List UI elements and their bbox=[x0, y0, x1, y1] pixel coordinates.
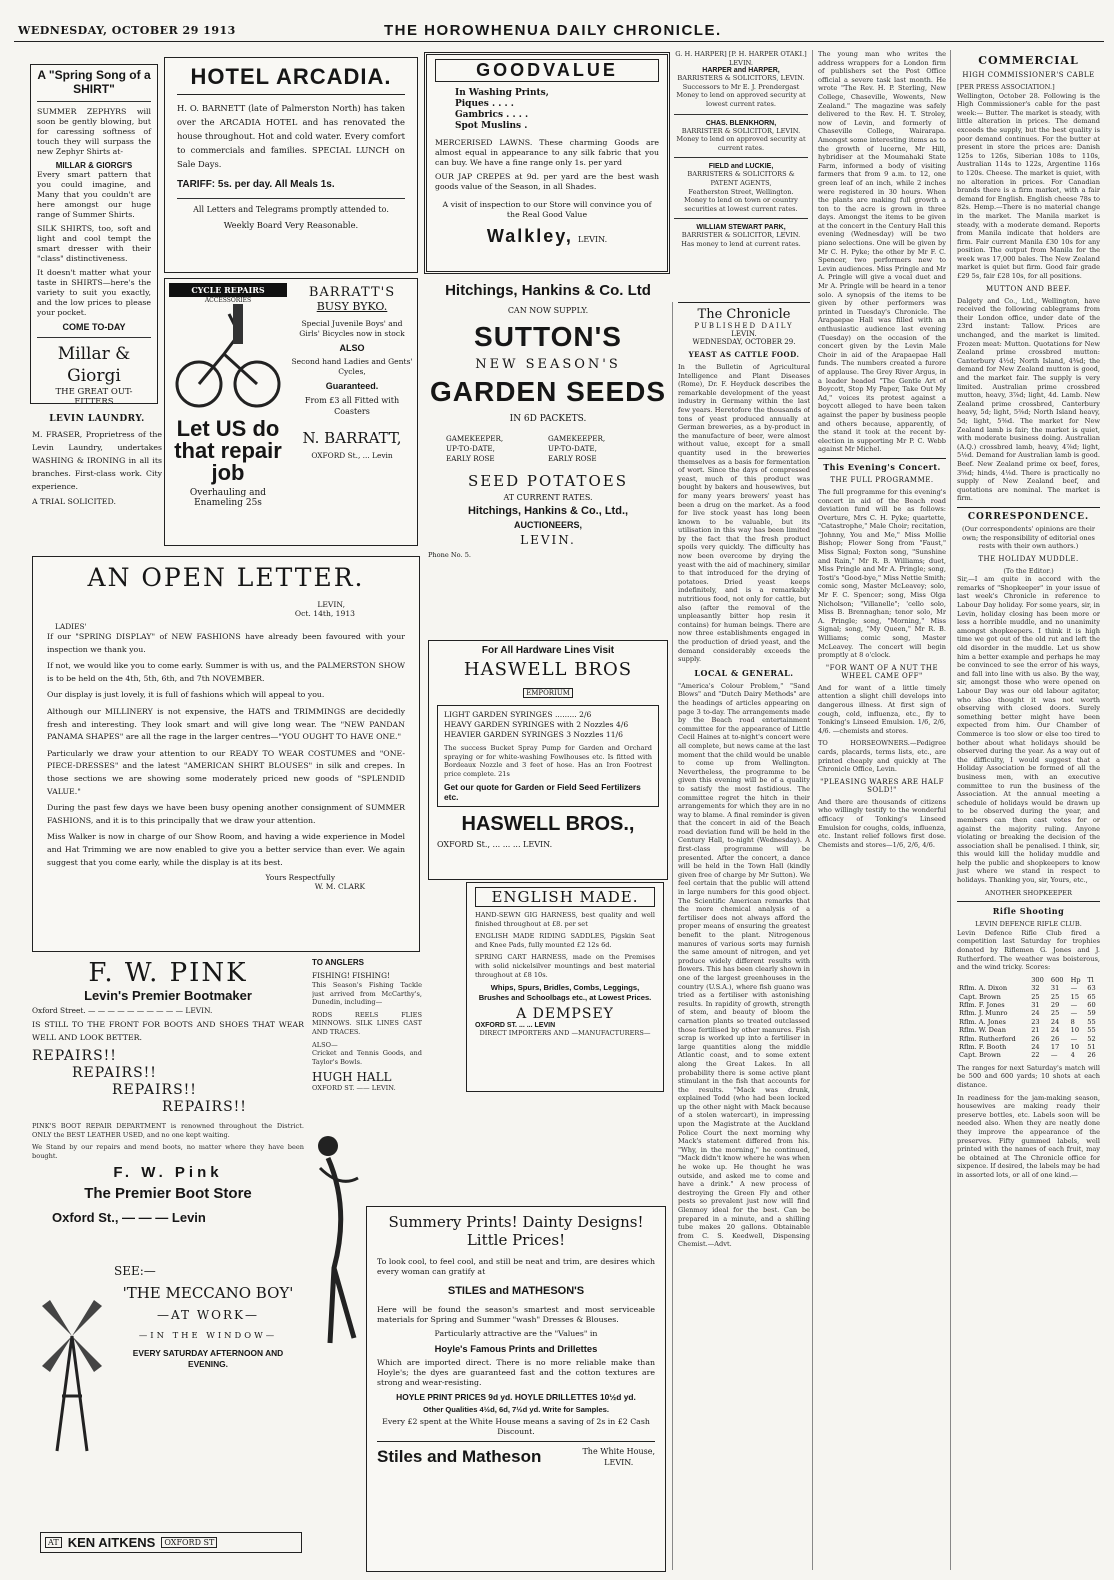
cyclist-icon bbox=[169, 304, 287, 414]
table-cell: 15 bbox=[1070, 992, 1080, 1001]
hitchings-title: Hitchings, Hankins & Co. Ltd bbox=[445, 282, 651, 299]
meccano-at-work: —AT WORK— bbox=[157, 1308, 259, 1322]
park-money: Has money to lend at current rates. bbox=[681, 239, 801, 248]
anglers-cricket: Cricket and Tennis Goods, and Taylor's Bowls. bbox=[312, 1049, 422, 1066]
open-letter-ad bbox=[32, 556, 420, 952]
hitchings-supply: CAN NOW SUPPLY. bbox=[507, 306, 589, 315]
hotel-arcadia-letters: All Letters and Telegrams promptly attended to. bbox=[193, 205, 389, 214]
good-value-item: Spot Muslins . bbox=[455, 121, 528, 131]
accessories-sign: ACCESSORIES bbox=[204, 297, 252, 304]
hoyle-prints: Hoyle's Famous Prints and Drillettes bbox=[434, 1343, 598, 1354]
meccano-at: AT bbox=[45, 1537, 62, 1548]
table-cell: 63 bbox=[1087, 984, 1096, 993]
table-row bbox=[957, 1026, 1100, 1034]
ken-aitkens: KEN AITKENS bbox=[67, 1535, 156, 1550]
table-cell: 24 bbox=[1031, 1043, 1040, 1052]
meccano-see: SEE:— bbox=[114, 1264, 156, 1278]
table-row bbox=[957, 1051, 1100, 1059]
table-cell: 25 bbox=[1050, 1009, 1060, 1018]
harper-names: G. H. HARPER] [P. H. HARPER OTAKI.] LEVIN. bbox=[675, 50, 807, 67]
walkley-place: LEVIN. bbox=[578, 235, 608, 244]
english-made-whips: Whips, Spurs, Bridles, Combs, Leggings, Brushes and Schoolbags etc., at Lowest Prices. bbox=[478, 983, 652, 1002]
white-house: The White House, bbox=[582, 1447, 655, 1456]
solicitors-column bbox=[674, 50, 808, 298]
table-row bbox=[957, 984, 1100, 992]
repairs-banner bbox=[32, 1048, 304, 1116]
programme-text: The full programme for this evening's concert in aid of the Beach road deviation fund will be as follows: Overture, Mrs C. H. Pyke; quartette, "Catastrophe," Male Choir; recitation, "Johnny, You and Me," Miss Mollie Bishop; Flower Song from "Faust," Miss Signal; Foxton song, "Sunshine and Rain," Mr R. B. Williams; duet, Miss Pringle and Mr A. Pringle; song, Tosti's "Good-bye," Miss Nettie Smith; comic song, Master McLeavey; solo, Mr F. C. Spencer; song, Miss Olga Nicholson; "Villanelle"; 'cello solo, Miss B. Brennaghan; tenor solo, Mr A. Pringle; song, "Morning," Miss Signal; song, "My Queen," Mr R. B. Williams; comic song, Master McLeavey. The concert will begin promptly at 8 o'clock. bbox=[818, 487, 946, 660]
letter-place: LEVIN, bbox=[317, 600, 345, 609]
repairs-line: REPAIRS!! bbox=[112, 1082, 197, 1098]
barratt-title: BARRATT'S bbox=[308, 285, 396, 300]
table-cell: Rflm. J. Munro bbox=[959, 1009, 1008, 1018]
barratt-from: From £3 all Fitted with Coasters bbox=[304, 396, 400, 416]
table-cell: Rflm. F. Jones bbox=[959, 1001, 1005, 1010]
pink-title: F. W. PINK bbox=[88, 958, 248, 988]
stiles-firm: STILES and MATHESON'S bbox=[447, 1285, 585, 1297]
table-cell: 55 bbox=[1087, 1017, 1096, 1026]
hitchings-ad bbox=[428, 282, 668, 642]
barratt-name: N. BARRATT, bbox=[302, 429, 402, 447]
table-cell: 24 bbox=[1050, 1017, 1060, 1026]
press-association: [PER PRESS ASSOCIATION.] bbox=[957, 83, 1055, 91]
table-cell: 24 bbox=[1050, 1026, 1060, 1035]
table-cell: 55 bbox=[1087, 1026, 1096, 1035]
pink-store: The Premier Boot Store bbox=[84, 1185, 252, 1203]
pink-subtitle: Levin's Premier Bootmaker bbox=[84, 988, 252, 1003]
laundry-text: M. FRASER, Proprietress of the Levin Laundry, undertakes WASHING & IRONING in all its branches. First-class work. City experience. bbox=[32, 430, 162, 491]
haswell-ad bbox=[428, 640, 668, 880]
table-cell: 59 bbox=[1087, 1009, 1096, 1018]
potato-variety: EARLY ROSE bbox=[446, 454, 495, 463]
pink-stand: We Stand by our repairs and mend boots, no matter where they have been bought. bbox=[32, 1143, 304, 1160]
pink-address: Oxford Street. — — — — — — — — — — LEVIN. bbox=[32, 1006, 213, 1015]
haswell-top: For All Hardware Lines Visit bbox=[481, 645, 615, 656]
cycle-repairs-sign: CYCLE REPAIRS bbox=[169, 283, 287, 297]
rifle-ranges: The ranges for next Saturday's match will be 500 and 600 yards; 10 shots at each distance. bbox=[957, 1063, 1100, 1090]
anglers-fishing: FISHING! FISHING! bbox=[312, 971, 390, 980]
hotel-arcadia-tariff: TARIFF: 5s. per day. All Meals 1s. bbox=[177, 179, 335, 190]
auctioneers: AUCTIONEERS, bbox=[513, 520, 582, 530]
table-cell: 8 bbox=[1070, 1017, 1075, 1026]
good-value-item: Gambrics . . . . bbox=[455, 110, 529, 120]
stiles-text: Particularly attractive are the "Values" in bbox=[434, 1329, 598, 1338]
local-general-heading: LOCAL & GENERAL. bbox=[694, 667, 794, 678]
chronicle-date: WEDNESDAY, OCTOBER 29. bbox=[692, 338, 796, 346]
harper-successors: Successors to Mr E. J. Prendergast bbox=[682, 82, 800, 91]
table-cell: 4 bbox=[1070, 1051, 1075, 1060]
potato-variety: UP-TO-DATE, bbox=[548, 444, 597, 453]
pink-bootmaker-ad bbox=[32, 958, 304, 1248]
english-made-cart: SPRING CART HARNESS, made on the Premises with solid nickelsilver mountings and best material throughout at £8 10s. bbox=[475, 953, 655, 979]
stiles-matheson-ad bbox=[366, 1206, 666, 1572]
commercial-text: Wellington, October 28. Following is the High Commissioner's cable for the past week:— Butter. The market is steady, with little alteration in prices. The demand exceeds the supply, but the best quality is poor demand continues. For the butter at present in store the prices are: Danish 125s to 126s, Siberian 108s to 110s, Australian 114s to 122s, Argentine 116s to 120s. Cheese. The market is quiet, with no alteration in prices. For Canadian brands there is a firm market, with a fair demand for English. English cheese 78s to 82s. Hemp.—There is no material change in the market. The Manila market is steady, with a moderate demand. Reports from Manila indicate that holders are firm. Fair current Manila £30 10s for any position. The output from Manila for the week was 17,000 bales. The New Zealand market is quiet but firm. Good fair grade £29 5s, fair £28 10s, for all positions. bbox=[957, 91, 1100, 281]
meccano-ad bbox=[32, 1262, 304, 1570]
good-value-title: GOODVALUE bbox=[435, 59, 659, 82]
shirt-ad-store: MILLAR & GIORGI'S bbox=[55, 161, 133, 170]
table-cell: Rflm. F. Booth bbox=[959, 1043, 1007, 1052]
shirt-ad-text: SUMMER ZEPHYRS will soon be gently blowing, but for caressing softness of touch they will surpass the new Zephyr Shirts at- bbox=[37, 107, 151, 156]
table-cell: Rflm. A. Dixon bbox=[959, 984, 1008, 993]
pink-name-2: F. W. Pink bbox=[113, 1164, 223, 1182]
to-editor: (To the Editor.) bbox=[1003, 566, 1054, 575]
wares-text: And there are thousands of citizens who willingly testify to the wonderful efficacy of Tonking's Linseed Emulsion for coughs, colds, influenza, etc. Instant relief follows first dose. Chemists and stores—1/6, 2/6, 4/6. bbox=[818, 797, 946, 849]
commercial-title: COMMERCIAL bbox=[978, 54, 1079, 67]
barratt-guaranteed: Guaranteed. bbox=[325, 381, 379, 391]
suttons-title: SUTTON'S bbox=[474, 321, 622, 352]
correspondence-note: (Our correspondents' opinions are their own; the responsibility of editorial ones rests with their own authors.) bbox=[962, 524, 1095, 551]
table-cell: 26 bbox=[1087, 1051, 1096, 1060]
haswell-address: OXFORD St., ... ... ... LEVIN. bbox=[437, 840, 553, 850]
spray-pump: The success Bucket Spray Pump for Garden and Orchard spraying or for white-washing Fowlhouses etc. Is fitted with Bordeaux Nozzle and 3 feet of hose. Has an Iron Footrest price complete. 21s bbox=[444, 744, 652, 778]
table-cell: 23 bbox=[1031, 1017, 1040, 1026]
letter-paragraph: Although our MILLINERY is not expensive, the HATS and TRIMMINGS are decidedly fresh and interesting. They look smart and will give long wear. The "NEW PANDAN PANAMA SHAPES" are all the rage in the larger centres—"YOU OUGHT TO HAVE ONE." bbox=[47, 706, 405, 742]
haswell-name-2: HASWELL BROS., bbox=[461, 813, 635, 836]
letter-signature: W. M. CLARK bbox=[314, 882, 365, 892]
column-header: Tl bbox=[1087, 975, 1094, 984]
repairs-line: REPAIRS!! bbox=[162, 1099, 247, 1115]
programme-heading: THE FULL PROGRAMME. bbox=[830, 475, 934, 484]
table-cell: 60 bbox=[1087, 1001, 1096, 1010]
field-luckie-name: FIELD and LUCKIE, bbox=[708, 163, 774, 171]
barratt-slogan: Let US do that repair job bbox=[174, 416, 282, 485]
shirt-ad-tagline: THE GREAT OUT- bbox=[55, 387, 133, 397]
table-cell: — bbox=[1070, 1009, 1078, 1018]
dempsey-address: OXFORD ST. ... ... LEVIN bbox=[475, 1022, 556, 1030]
table-cell: 26 bbox=[1050, 1034, 1060, 1043]
harper-money: Money to lend on approved security at lowest current rates. bbox=[676, 91, 806, 108]
local-general-article: "America's Colour Problem," "Sand Blows" and "Dutch Dairy Methods" are the headings of articles appearing on page 3 to-day. The arrangements made by the Beach road entertainment committee for the appearance of Little Cecil Haines at to-night's concert were all complete, but news came at the last moment that the child would be unable to come up from Wellington. Nevertheless, the programme to be given this evening will be of a quality to satisfy the most fastidious. The committee regret the hitch in their arrangements for which they are in no way to blame. A final reminder is given that the concert in aid of the Beach road deviation fund will be held in the Century Hall, to-night (Wednesday). A first-class programme will be presented. After the concert, a dance will be held in the Town Hall (kindly given free of charge by Mr Sutton). We feel certain that the public will attend in large numbers for this good object. The Scientific American remarks that the more chemical analysis of a fertiliser does not always afford the proper means of ensuring the greatest benefit to the plant. Nitrogenous manures of various sorts may furnish the same amount of nitrogen, and yet produce widely different results with flowers. This has been clearly shown in one of the largest greenhouses in the country (U.S.A.), where fish guano was tried as a fertiliser with astonishing results. In rapidity of growth, strength of stem, and beauty of bloom the carnation plants so treated outclassed those fertilised by other manures. Fish scrap is worked up into a fertiliser in large quantities along the middle Atlantic coast, and to some extent along the Great Lakes. In all probability there is some active plant stimulant in the fish that accounts for the results. "Mack was drunk, explained Todd (who had been locked up the other night with Mack because of a stolen watercart), in impressing upon the Magistrate at the Auckland Police Court the next morning why Mack's statement differed from his. "Why, in the morning," he continued, "Mack didn't know where he was when he woke up. He thought he was outside, and asked me to come and have a drink." A new process of destroying the Green Fly and other pests so prevalent just now will find Glenmoy ideal for the best. Can be prepared in a minute, and a shilling tube makes 20 gallons. Obtainable from C. S. Keedwell, Dispensing Chemist.—Advt. bbox=[678, 681, 810, 1249]
hoyle-prices: HOYLE PRINT PRICES 9d yd. HOYLE DRILLETTES 10½d yd. bbox=[396, 1392, 636, 1402]
rifle-text: Levin Defence Rifle Club fired a competition last Saturday for trophies donated by Riflemen G. Jones and J. Rutherford. The weather was boisterous, and the wind tricky. Scores: bbox=[957, 928, 1100, 972]
barratt-also: ALSO bbox=[339, 343, 365, 353]
table-cell: 31 bbox=[1050, 984, 1060, 993]
muddle-heading: THE HOLIDAY MUDDLE. bbox=[978, 554, 1079, 563]
current-rates: AT CURRENT RATES. bbox=[503, 493, 593, 502]
anglers-ad bbox=[312, 958, 422, 1124]
mutton-heading: MUTTON AND BEEF. bbox=[986, 284, 1071, 293]
table-header bbox=[957, 976, 1100, 984]
chronicle-place: LEVIN. bbox=[731, 330, 757, 338]
letter-text: Sir,—I am quite in accord with the remarks of "Shopkeeper" in your issue of last week's Chronicle in reference to Labour Day holiday. For some years, sir, in Levin, holiday closing has been more or less a horrible muddle, and no unanimity amongst shopkeepers. I think it is high time we got out of the old rut and left the old disorder in the muddle. Let us show him a better example and perhaps he may be convinced to see the error of his ways, and fall into line with us also. By the way, sir, amongst those who were opened on Labour Day was our old labour agitator, who also thought it was not worth observing with closed doors. Surely something better might have been expected from him. Our Chamber of Commerce is too slow or else too tired to bother about what holidays should be observed during the year. As a way out of the difficulty, I would suggest that a Holiday Association be formed of all the business men, with an executive committee to run the business of the Association. At the annual meeting a schedule of holidays would be drawn up to be observed during the year, and members can then cast votes for or against the majority ruling. Anyone violating or breaking the decision of the association shall be penalised. I think, sir, this would kill the holiday muddle and help the public and shopkeepers to know just where we stand in respect to holidays. Thanking you, sir, Yours, etc., bbox=[957, 575, 1100, 885]
meccano-schedule: EVERY SATURDAY AFTERNOON AND EVENING. bbox=[132, 1348, 284, 1369]
stiles-levin: LEVIN. bbox=[604, 1458, 634, 1467]
horseowners-notice: TO HORSEOWNERS.—Pedigree cards, placards, terms lists, etc., are printed cheaply and quickly at The Chronicle Office, Levin. bbox=[818, 739, 946, 774]
good-value-crepes: OUR JAP CREPES at 9d. per yard are the best wash goods value of the Season, in all Shades. bbox=[435, 172, 659, 191]
shirt-ad-text: It doesn't matter what your taste in SHIRTS—here's the variety to suit you exactly, and the low prices to please your pocket. bbox=[37, 268, 151, 317]
table-row bbox=[957, 1043, 1100, 1051]
laundry-title: LEVIN LAUNDRY. bbox=[49, 414, 145, 424]
letter-salutation: LADIES' bbox=[55, 622, 87, 631]
correspondence-heading: CORRESPONDENCE. bbox=[957, 507, 1100, 522]
pink-text: IS STILL TO THE FRONT FOR BOOTS AND SHOES THAT WEAR WELL AND LOOK BETTER. bbox=[32, 1020, 304, 1042]
barratt-busy-byko: BUSY BYKO. bbox=[316, 300, 388, 313]
table-cell: Capt. Brown bbox=[959, 1051, 1001, 1060]
hotel-arcadia-body: H. O. BARNETT (late of Palmerston North) has taken over the ARCADIA HOTEL and has renovated the house throughout. Hot and cold water. Every comfort to commercials and families. SPECIAL LUNCH on Sale Days. bbox=[177, 103, 405, 169]
table-cell: 25 bbox=[1050, 992, 1060, 1001]
stiles-text: Here will be found the season's smartest and most serviceable materials for Spring and Summer "wash" Dresses & Blouses. bbox=[377, 1305, 655, 1324]
barratt-cycle-ad bbox=[164, 278, 418, 546]
shirt-ad-text: Every smart pattern that you could imagine, and Many that you couldn't are here amongst our huge range of Summer Shirts. bbox=[37, 170, 151, 219]
chronicle-title: The Chronicle bbox=[678, 302, 810, 322]
table-cell: 21 bbox=[1031, 1026, 1040, 1035]
letter-paragraph: If our "SPRING DISPLAY" of NEW FASHIONS have already been favoured with your inspection we thank you. bbox=[47, 632, 405, 654]
table-cell: 25 bbox=[1031, 992, 1040, 1001]
barratt-second: Second hand Ladies and Gents' Cycles, bbox=[291, 357, 413, 376]
cash-discount: Every £2 spent at the White House means a saving of 2s in £2 Cash Discount. bbox=[382, 1417, 650, 1436]
meccano-window: —IN THE WINDOW— bbox=[138, 1330, 278, 1340]
table-cell: — bbox=[1070, 1034, 1078, 1043]
good-value-item: In Washing Prints, bbox=[455, 88, 549, 98]
field-luckie-address: Featherston Street, Wellington. bbox=[688, 187, 794, 196]
anglers-address: OXFORD ST. —— LEVIN. bbox=[312, 1084, 396, 1093]
hotel-arcadia-title: HOTEL ARCADIA. bbox=[177, 64, 405, 95]
stiles-text: To look cool, to feel cool, and still be neat and trim, are desires which every woman can gratify at bbox=[377, 1257, 655, 1276]
park-name: WILLIAM STEWART PARK, bbox=[696, 224, 786, 232]
table-row bbox=[957, 1009, 1100, 1017]
syringe-price: LIGHT GARDEN SYRINGES ......... 2/6 bbox=[444, 710, 592, 719]
letter-paragraph: If not, we would like you to come early. Summer is with us, and the PALMERSTON SHOW is to be held on the 4th, 5th, 6th, and 7th NOVEMBER. bbox=[47, 661, 405, 683]
nut-text: And for want of a little timely attention a slight chill develops into dangerous illness. At first sign of cough, cold, influenza, etc., fly to Tonking's Linseed Emulsion. 1/6, 2/6, 4/6. —chemists and stores. bbox=[818, 683, 946, 735]
letter-date: Oct. 14th, 1913 bbox=[294, 609, 355, 618]
new-seasons: NEW SEASON'S bbox=[475, 357, 621, 372]
hotel-arcadia-board: Weekly Board Very Reasonable. bbox=[223, 220, 359, 230]
pink-repair-dept: PINK'S BOOT REPAIR DEPARTMENT is renowned throughout the District. ONLY the BEST LEATHER USED, and no one kept waiting. bbox=[32, 1122, 304, 1139]
yeast-heading: YEAST AS CATTLE FOOD. bbox=[688, 350, 800, 359]
stiles-title: Summery Prints! Dainty Designs! bbox=[388, 1213, 644, 1231]
wares-heading: "PLEASING WARES ARE HALF SOLD!" bbox=[820, 777, 944, 794]
yeast-article: In the Bulletin of Agricultural Intelligence and Plant Diseases (Rome), Dr. F. Heyduck describes the remarkable development of the yeast industry in Germany within the last few years. Heretofore the thousands of tons of yeast produced annually at German breweries, as a by-product in the manufacture of beer, were almost without value, except for a small quantity used in the breweries themselves as a basis for fermentation of wort. Since the days of compressed yeast, much of this product was bought by bakers and housewives, but for many years brewers' yeast has been a drug on the market. As a food for live stock yeast has long been known to be valuable, but its utilisation in this way has been limited by the fact that the fresh product spoils very quickly. The difficulty has now been overcome by drying the yeast with the aid of machinery, similar to that introduced for the drying of potatoes. Dried yeast keeps indefinitely, and is a remarkably nutritious food, not only for cattle, but also (after the removal of the unpleasantly bitter hop resin it contains) for human beings. There are now three establishments engaged in the production of dried yeast, and the demand considerably exceeds the supply. bbox=[678, 363, 810, 664]
barratt-special: Special Juvenile Boys' and Girls' Bicycles now in stock bbox=[299, 319, 405, 338]
table-cell: — bbox=[1050, 1051, 1058, 1060]
shirt-ad-tagline: FITTERS bbox=[74, 397, 114, 404]
table-cell: 26 bbox=[1031, 1034, 1040, 1043]
news-article: The young man who writes the address wrappers for a London firm of publishers set the Post Office official a severe task last month. He wrote "The Rev. H. P. Sterling, New College, Chaseville, Wowents, New Zealand." The magazine was safely delivered to the Rev. H. T. Stroley, now of Levin, and formerly of Chaseville College, Wairarapa. Amongst some interesting items as to the growth of lucerne, Mr Hill, hybridiser at the Moumahaki State Farm, informed a body of visiting farmers that from 9 a.m. to 12, one green leaf of an inch, while 2 inches were registered in 30 hours. When the plants are making full growth a ton to the acre is grown in three days. Amongst the items to be given at the concert in the Century Hall this evening (Wednesday) will be two piano selections. One will be given by Mr C. H. Pyke; the other by Mr F. C. Spencer, two performers new to Levin audiences. Miss Pringle and Mr A. Pringle will give a vocal duet and Mr A. Pringle will be heard in a tenor solo. A synopsis of the items to be given by other performers was printed in Tuesday's Chronicle. The Arapaepae Hall was filled with an enthusiastic audience last evening (Tuesday) on the occasion of the concert given by the Levin Male Choir in aid of the Arapaepae Hall funds. The numbers created a furore of applause. The Grey River Argus, in a leader headed "The Gentle Art of Boycott, Stop My Paper, Take Out My Ad," voices its protest against a boycott alleged to have been taken against the paper by business people and others because, apparently, of the stand it took at the recent by-election in supporting Mr P. C. Webb against Mr Michel. bbox=[818, 50, 946, 454]
potato-variety: EARLY ROSE bbox=[548, 454, 597, 463]
hugh-hall: HUGH HALL bbox=[312, 1070, 392, 1085]
table-cell: Rflm. W. Dean bbox=[959, 1026, 1006, 1035]
table-cell: 24 bbox=[1031, 1009, 1040, 1018]
table-cell: 10 bbox=[1070, 1026, 1080, 1035]
stiles-text: Which are imported direct. There is no more reliable make than Hoyle's; the dyes are guaranteed fast and the cotton textures are strong and wear-resisting. bbox=[377, 1358, 655, 1387]
table-cell: 29 bbox=[1050, 1001, 1060, 1010]
barratt-text bbox=[291, 285, 413, 541]
column-header bbox=[957, 976, 1029, 984]
harper-firm: HARPER and HARPER, bbox=[702, 67, 780, 75]
laundry-notice bbox=[32, 410, 162, 560]
potato-variety: GAMEKEEPER, bbox=[548, 434, 606, 443]
shirt-ad-cta: COME TO-DAY bbox=[62, 322, 126, 332]
table-row bbox=[957, 1018, 1100, 1026]
meccano-street: OXFORD ST bbox=[161, 1537, 217, 1548]
good-value-visit: A visit of inspection to our Store will convince you of the Real Good Value bbox=[442, 200, 652, 219]
lady-illustration bbox=[310, 1128, 364, 1348]
table-cell: 22 bbox=[1031, 1051, 1040, 1060]
anglers-text: This Season's Fishing Tackle just arrived from McCarthy's, Dunedin, including— bbox=[312, 981, 422, 1007]
anglers-also: ALSO— bbox=[312, 1040, 338, 1049]
hitchings-firm: Hitchings, Hankins & Co., Ltd., bbox=[467, 505, 629, 517]
blenkhorn-money: Money to lend on approved security at current rates. bbox=[676, 135, 806, 152]
shirt-ad-title: A "Spring Song of a SHIRT" bbox=[37, 68, 151, 96]
rifle-scores-table bbox=[957, 976, 1100, 1060]
field-luckie-money: Money to lend on town or country securities at lowest current rates. bbox=[684, 196, 798, 213]
newspaper-title: THE HOROWHENUA DAILY CHRONICLE. bbox=[384, 22, 722, 39]
table-cell: 32 bbox=[1031, 984, 1040, 993]
table-cell: 65 bbox=[1087, 992, 1096, 1001]
repairs-line: REPAIRS!! bbox=[32, 1048, 117, 1064]
hotel-arcadia-ad bbox=[164, 57, 418, 273]
rifle-club: LEVIN DEFENCE RIFLE CLUB. bbox=[975, 920, 1082, 929]
letter-signature: ANOTHER SHOPKEEPER bbox=[985, 888, 1072, 897]
barratt-overhauling: Overhauling and Enameling 25s bbox=[189, 488, 267, 508]
shirt-ad bbox=[30, 64, 158, 404]
jam-labels-notice: In readiness for the jam-making season, housewives are making ready their preserve bottles, etc. Labels soon will be needed also. When they are neatly done they improve the appearance of the preserves. Fifty gummed labels, well printed with the names of each fruit, may be obtained at The Chronicle office for sixpence. If desired, the labels may be had in assorted lots, or all of one kind.— bbox=[957, 1093, 1100, 1179]
table-cell: 51 bbox=[1087, 1043, 1096, 1052]
letter-paragraph: Miss Walker is now in charge of our Show Room, and having a wide experience in Model and Hat Trimming we are now enabled to give you a better service than ever. We again suggest that you come early, while the display is at its best. bbox=[47, 832, 405, 867]
meccano-title: 'THE MECCANO BOY' bbox=[122, 1284, 294, 1302]
table-cell: 17 bbox=[1050, 1043, 1060, 1052]
letter-paragraph: During the past few days we have been busy opening another consignment of SUMMER FASHIONS, and it is to this principally that we draw your attention. bbox=[47, 803, 405, 825]
shirt-ad-text: SILK SHIRTS, too, soft and light and cool tempt the smart dresser with their "class" distinctiveness. bbox=[37, 224, 151, 263]
garden-seeds: GARDEN SEEDS bbox=[429, 376, 667, 407]
seed-potatoes: SEED POTATOES bbox=[467, 472, 629, 490]
column-header: Hp bbox=[1070, 975, 1081, 984]
letter-paragraph: Our display is just lovely, it is full of fashions which will appeal to you. bbox=[47, 690, 325, 700]
stiles-title-2: Little Prices! bbox=[466, 1231, 566, 1249]
table-cell: 31 bbox=[1031, 1001, 1040, 1010]
anglers-items: RODS REELS FLIES MINNOWS. SILK LINES CAST AND TRACES. bbox=[312, 1010, 422, 1036]
column-header: 300 bbox=[1031, 975, 1044, 984]
table-cell: — bbox=[1070, 984, 1078, 993]
windmill-icon bbox=[32, 1276, 112, 1456]
commercial-column bbox=[950, 50, 1100, 1570]
walkley-signature: Walkley, bbox=[486, 226, 573, 246]
table-cell: 52 bbox=[1087, 1034, 1096, 1043]
english-made-gig: HAND-SEWN GIG HARNESS, best quality and well finished throughout at £8. per set bbox=[475, 911, 655, 928]
haswell-name: HASWELL BROS bbox=[463, 659, 633, 680]
mutton-text: Dalgety and Co., Ltd., Wellington, have received the following cablegrams from their London office, under date of the 23rd instant: Tallow. Prices are unchanged, and the market is limited. Frozen meat: Mutton. Quotations for New Zealand prime crossbred mutton: Canterbury 4½d; North Island, 4⅜d; the demand for New Zealand mutton is good, and the market fair. The supply is very limited. Australian prime crossbred mutton, heavy, 3⅞d; light, 4d. Lamb. New Zealand prime crossbred, Canterbury heavy, 5d; light, 5⅜d; North Island heavy, 5d; light, 5⅜d. The market for New Zealand lamb is fair; the market is quiet, with moderate business doing. Australian (A.Q.) crossbred lamb, heavy, 4⅞d; light, 5⅛d. Demand for Australian lamb is good. Beef. New Zealand prime ox beef, fores, 3⅝d; hinds, 4⅛d. There is practically no supply of New Zealand beef, and quotations are nominal. The market is firm. bbox=[957, 296, 1100, 503]
table-cell: Capt. Brown bbox=[959, 992, 1001, 1001]
cable-heading: HIGH COMMISSIONER'S CABLE bbox=[962, 71, 1095, 79]
table-cell: 10 bbox=[1070, 1043, 1080, 1052]
chronicle-published: PUBLISHED DAILY bbox=[694, 322, 794, 330]
blenkhorn-title: BARRISTER & SOLICITOR, LEVIN. bbox=[681, 126, 801, 135]
anglers-title: TO ANGLERS bbox=[312, 958, 365, 967]
dempsey-name: A DEMPSEY bbox=[516, 1006, 614, 1023]
barratt-illustration bbox=[169, 283, 287, 541]
haswell-quote: Get our quote for Garden or Field Seed Fertilizers etc. bbox=[444, 782, 641, 803]
field-luckie-title: BARRISTERS & SOLICITORS & PATENT AGENTS, bbox=[687, 170, 795, 187]
letter-closing: Yours Respectfully bbox=[265, 873, 335, 883]
table-cell: — bbox=[1070, 1001, 1078, 1010]
shirt-ad-brand: Millar & Giorgi bbox=[57, 344, 131, 386]
table-row bbox=[957, 1001, 1100, 1009]
english-made-ad bbox=[466, 882, 664, 1092]
hitchings-phone: Phone No. 5. bbox=[428, 551, 472, 559]
concert-heading: This Evening's Concert. bbox=[818, 458, 946, 472]
packets: IN 6D PACKETS. bbox=[509, 414, 587, 424]
park-title: BARRISTER & SOLICITOR, LEVIN. bbox=[681, 231, 801, 240]
laundry-tail: A TRIAL SOLICITED. bbox=[32, 497, 116, 506]
table-row bbox=[957, 993, 1100, 1001]
barratt-address: OXFORD St., ... Levin bbox=[311, 451, 393, 460]
repairs-line: REPAIRS!! bbox=[72, 1065, 157, 1081]
open-letter-title: AN OPEN LETTER. bbox=[87, 563, 365, 592]
english-made-title: ENGLISH MADE. bbox=[475, 887, 655, 907]
syringe-price: HEAVIER GARDEN SYRINGES 3 Nozzles 11/6 bbox=[444, 730, 623, 739]
stiles-name: Stiles and Matheson bbox=[377, 1447, 542, 1466]
good-value-item: Piques . . . . bbox=[455, 99, 514, 109]
rifle-heading: Rifle Shooting bbox=[957, 901, 1100, 916]
potato-varieties bbox=[428, 434, 668, 464]
good-value-lawns: MERCERISED LAWNS. These charming Goods are almost equal in appearance to any silk fabric that you can buy. We have a fine range only 1s. per yard bbox=[435, 138, 659, 167]
table-row bbox=[957, 1035, 1100, 1043]
pink-place: Oxford St., — — — Levin bbox=[52, 1210, 206, 1226]
harper-title: BARRISTERS & SOLICITORS, LEVIN. bbox=[677, 74, 805, 83]
nut-heading: "FOR WANT OF A NUT THE WHEEL CAME OFF" bbox=[825, 663, 939, 680]
table-cell: Rflm. A. Jones bbox=[959, 1017, 1006, 1026]
news-column bbox=[812, 50, 946, 1570]
other-qualities: Other Qualities 4½d, 6d, 7½d yd. Write for Samples. bbox=[423, 1405, 609, 1414]
dempsey-importers: DIRECT IMPORTERS AND —MANUFACTURERS— bbox=[479, 1029, 651, 1038]
hitchings-levin: LEVIN. bbox=[520, 533, 576, 547]
potato-variety: GAMEKEEPER, bbox=[446, 434, 504, 443]
table-cell: Rflm. Rutherford bbox=[959, 1034, 1016, 1043]
potato-variety: UP-TO-DATE, bbox=[446, 444, 495, 453]
good-value-ad bbox=[424, 52, 670, 274]
syringe-price: HEAVY GARDEN SYRINGES with 2 Nozzles 4/6 bbox=[444, 720, 629, 729]
masthead bbox=[14, 22, 1104, 42]
haswell-emporium: EMPORIUM bbox=[523, 688, 573, 698]
editorial-column bbox=[672, 302, 810, 1570]
letter-paragraph: Particularly we draw your attention to our READY TO WEAR COSTUMES and "ONE-PIECE-DRESSES" and the latest "AMERICAN SHIRT BLOUSES" in silk and crepes. In those sections we are showing some moderately priced new goods of "SPLENDID VALUE." bbox=[47, 748, 405, 796]
issue-date: WEDNESDAY, OCTOBER 29 1913 bbox=[18, 24, 236, 37]
blenkhorn-name: CHAS. BLENKHORN, bbox=[705, 119, 777, 127]
english-made-saddles: ENGLISH MADE RIDING SADDLES, Pigskin Seat and Knee Pads, fully mounted £2 12s 6d. bbox=[475, 932, 655, 949]
column-header: 600 bbox=[1050, 975, 1064, 984]
